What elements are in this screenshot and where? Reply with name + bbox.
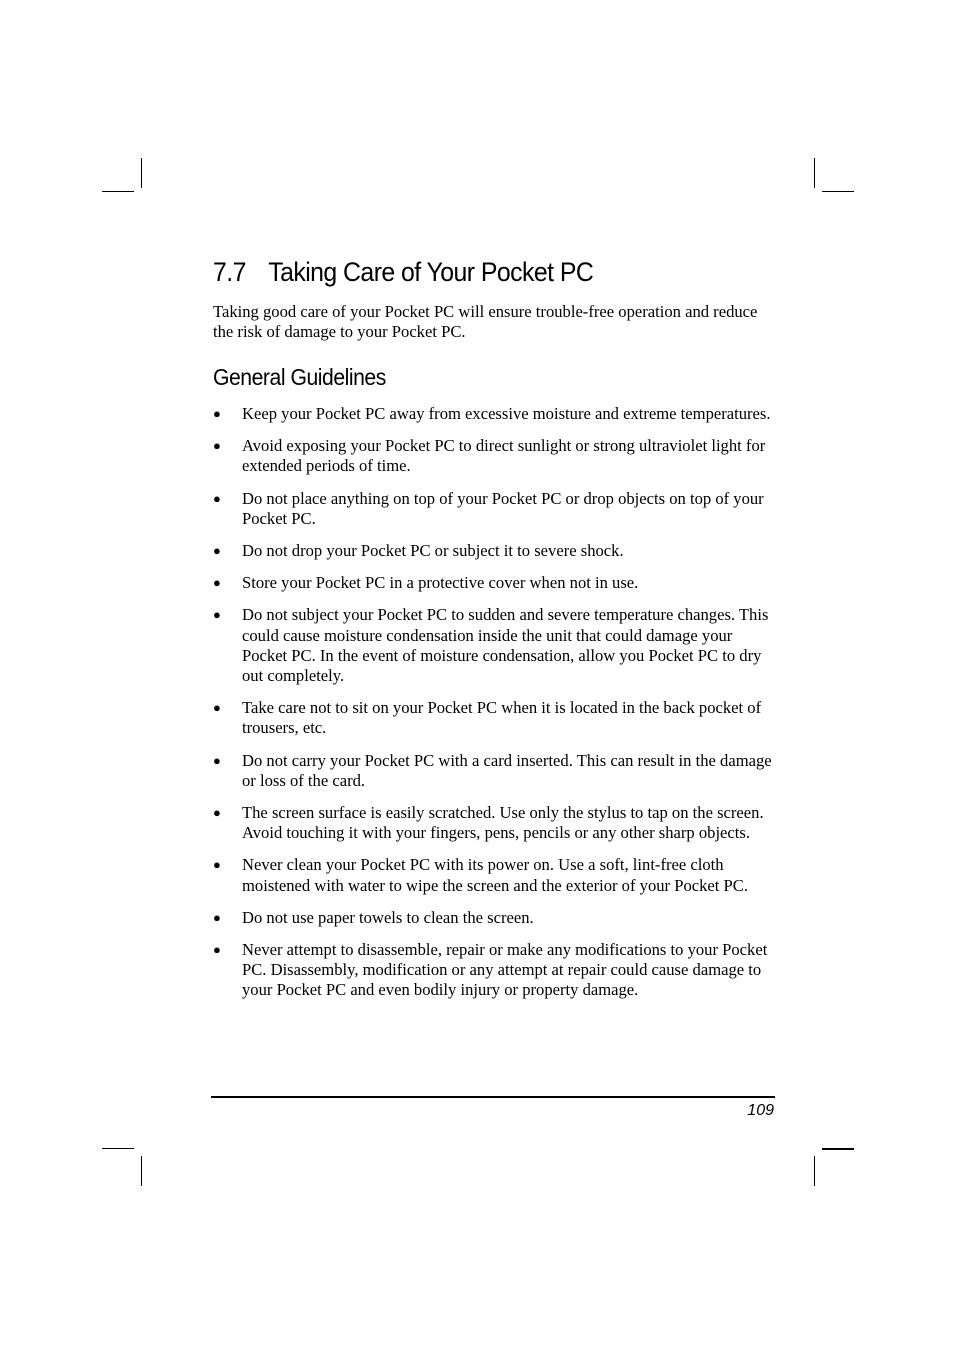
section-heading (213, 250, 733, 294)
crop-mark-bottom-left-horizontal (102, 1148, 134, 1149)
page-content (213, 250, 778, 1013)
bullet-icon: ● (213, 575, 221, 591)
page-number: 109 (747, 1102, 774, 1119)
section-title: Taking Care of Your Pocket PC (268, 257, 594, 287)
crop-mark-top-left-vertical (141, 158, 142, 188)
bullet-icon: ● (213, 752, 221, 768)
guideline-item (213, 541, 778, 561)
guideline-item (213, 855, 778, 895)
section-number: 7.7 (213, 257, 246, 287)
crop-mark-top-left-horizontal (102, 191, 134, 192)
guideline-item (213, 605, 778, 686)
bullet-icon: ● (213, 942, 221, 958)
bullet-icon: ● (213, 805, 221, 821)
bullet-icon: ● (213, 857, 221, 873)
guideline-item (213, 908, 778, 928)
guideline-text: Store your Pocket PC in a protective cover when not in use. (242, 573, 639, 593)
bullet-icon: ● (213, 438, 221, 454)
guideline-item (213, 489, 778, 529)
guideline-text: Do not use paper towels to clean the screen. (242, 907, 534, 927)
guideline-item (213, 404, 778, 424)
guideline-text: Do not carry your Pocket PC with a card inserted. This can result in the damage or loss of the card. (242, 750, 772, 790)
guideline-item (213, 698, 778, 738)
guideline-text: Never clean your Pocket PC with its power on. Use a soft, lint-free cloth moistened with water to wipe the screen and the exterior of your Pocket PC. (242, 855, 748, 895)
guideline-item (213, 751, 778, 791)
crop-mark-top-right-vertical (814, 158, 815, 188)
crop-mark-bottom-left-vertical (141, 1156, 142, 1186)
guideline-text: Keep your Pocket PC away from excessive moisture and extreme temperatures. (242, 404, 771, 423)
guideline-text: Do not place anything on top of your Pocket PC or drop objects on top of your Pocket PC. (242, 488, 764, 528)
guideline-text: Never attempt to disassemble, repair or make any modifications to your Pocket PC. Disassembly, modification or any attempt at repair could cause damage to your Pocket PC and even bodily injury or property damage. (242, 940, 768, 1000)
guideline-item (213, 573, 778, 593)
bullet-icon: ● (213, 406, 221, 421)
guideline-text: Do not drop your Pocket PC or subject it to severe shock. (242, 541, 624, 561)
guideline-text: Take care not to sit on your Pocket PC when it is located in the back pocket of trousers, etc. (242, 698, 762, 738)
guideline-item (213, 803, 778, 843)
guideline-item (213, 940, 778, 1001)
intro-paragraph: Taking good care of your Pocket PC will ensure trouble-free operation and reduce the risk of damage to your Pocket PC. (213, 302, 758, 341)
footer-rule (211, 1096, 775, 1098)
bullet-icon: ● (213, 543, 221, 559)
bullet-icon: ● (213, 607, 221, 623)
guideline-text: The screen surface is easily scratched. Use only the stylus to tap on the screen. Avoid touching it with your fingers, pens, pencils or any other sharp objects. (242, 803, 764, 843)
subsection-heading: General Guidelines (213, 364, 386, 390)
bullet-icon: ● (213, 490, 221, 506)
guidelines-list (213, 404, 778, 1001)
bullet-icon: ● (213, 700, 221, 716)
crop-mark-bottom-right-horizontal (822, 1148, 854, 1150)
crop-mark-bottom-right-vertical (814, 1156, 815, 1186)
crop-mark-top-right-horizontal (822, 191, 854, 192)
guideline-text: Avoid exposing your Pocket PC to direct sunlight or strong ultraviolet light for extended periods of time. (242, 436, 766, 476)
guideline-item (213, 436, 778, 476)
guideline-text: Do not subject your Pocket PC to sudden and severe temperature changes. This could cause moisture condensation inside the unit that could damage your Pocket PC. In the event of moisture condensation, allow you Pocket PC to dry out completely. (242, 605, 769, 686)
bullet-icon: ● (213, 909, 221, 925)
